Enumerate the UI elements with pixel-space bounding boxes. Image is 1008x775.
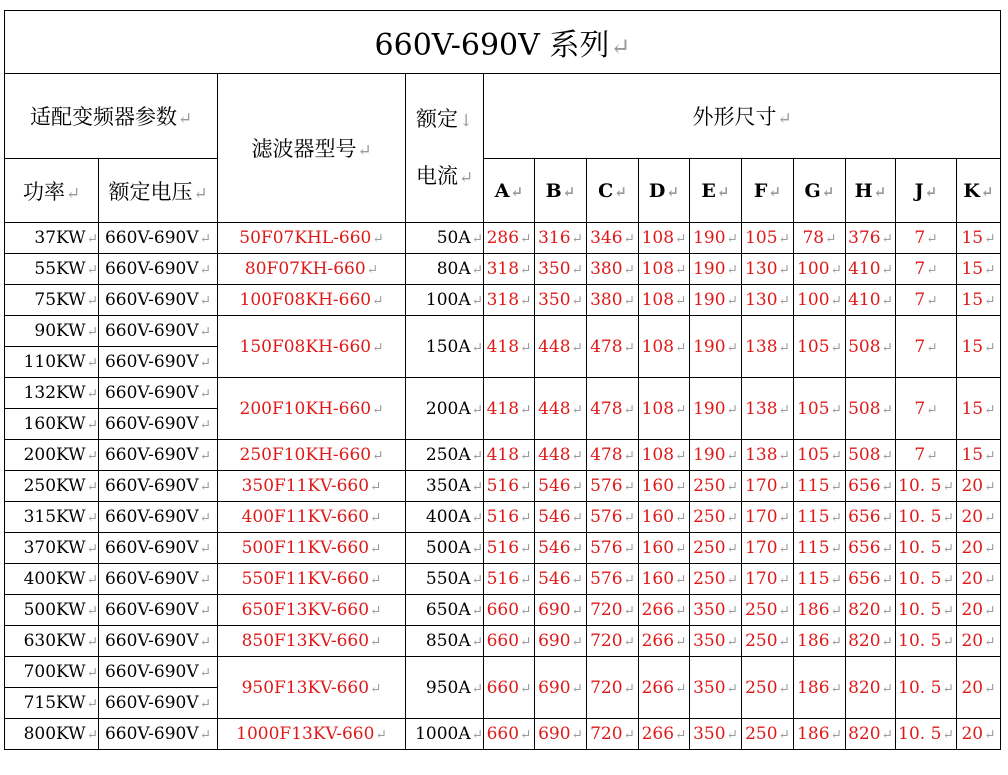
dim-e-cell: 190↵ — [690, 440, 742, 471]
voltage-cell: 660V-690V↵ — [99, 254, 218, 285]
dim-j-cell: 10. 5↵ — [896, 471, 957, 502]
filter-model-cell: 550F11KV-660↵ — [218, 564, 406, 595]
header-dim-d: D↵ — [639, 159, 690, 223]
dim-c-cell: 576↵ — [587, 502, 639, 533]
dim-f-cell: 138↵ — [742, 378, 794, 440]
dim-g-cell: 78↵ — [794, 223, 846, 254]
table-row — [5, 719, 1001, 750]
dim-b-cell: 546↵ — [535, 502, 587, 533]
dim-a-cell: 660↵ — [484, 626, 535, 657]
dim-c-cell: 478↵ — [587, 316, 639, 378]
dim-f-cell: 138↵ — [742, 440, 794, 471]
rated-current-cell: 50A↵ — [406, 223, 484, 254]
rated-current-cell: 400A↵ — [406, 502, 484, 533]
rated-current-cell: 150A↵ — [406, 316, 484, 378]
header-dim-g: G↵ — [794, 159, 846, 223]
dim-a-cell: 286↵ — [484, 223, 535, 254]
dim-j-cell: 10. 5↵ — [896, 564, 957, 595]
dim-k-cell: 20↵ — [957, 502, 1001, 533]
header-rated-current: 额定↓ 电流↵ — [406, 74, 484, 223]
dim-b-cell: 448↵ — [535, 440, 587, 471]
dim-j-cell: 7↵ — [896, 285, 957, 316]
header-dim-h: H↵ — [846, 159, 896, 223]
dim-h-cell: 410↵ — [846, 254, 896, 285]
header-dim-e: E↵ — [690, 159, 742, 223]
dim-e-cell: 250↵ — [690, 471, 742, 502]
voltage-cell: 660V-690V↵ — [99, 440, 218, 471]
dim-a-cell: 660↵ — [484, 595, 535, 626]
rated-current-cell: 500A↵ — [406, 533, 484, 564]
dim-k-cell: 15↵ — [957, 378, 1001, 440]
dim-j-cell: 7↵ — [896, 223, 957, 254]
dim-h-cell: 820↵ — [846, 626, 896, 657]
voltage-cell: 660V-690V↵ — [99, 688, 218, 719]
dim-e-cell: 350↵ — [690, 626, 742, 657]
dim-d-cell: 266↵ — [639, 595, 690, 626]
dim-f-cell: 105↵ — [742, 223, 794, 254]
header-filter-model: 滤波器型号↵ — [218, 74, 406, 223]
power-cell: 90KW↵ — [5, 316, 99, 347]
dim-j-cell: 7↵ — [896, 254, 957, 285]
power-cell: 75KW↵ — [5, 285, 99, 316]
dim-c-cell: 576↵ — [587, 533, 639, 564]
dim-j-cell: 10. 5↵ — [896, 595, 957, 626]
dim-h-cell: 508↵ — [846, 378, 896, 440]
dim-f-cell: 170↵ — [742, 564, 794, 595]
dim-e-cell: 350↵ — [690, 595, 742, 626]
header-dim-c: C↵ — [587, 159, 639, 223]
rated-current-cell: 950A↵ — [406, 657, 484, 719]
dim-e-cell: 250↵ — [690, 533, 742, 564]
filter-model-cell: 400F11KV-660↵ — [218, 502, 406, 533]
dim-h-cell: 820↵ — [846, 657, 896, 719]
power-cell: 370KW↵ — [5, 533, 99, 564]
voltage-cell: 660V-690V↵ — [99, 285, 218, 316]
dim-c-cell: 720↵ — [587, 626, 639, 657]
dim-c-cell: 346↵ — [587, 223, 639, 254]
dim-b-cell: 690↵ — [535, 719, 587, 750]
table-title: 660V-690V 系列↵ — [5, 11, 1001, 74]
dim-k-cell: 15↵ — [957, 440, 1001, 471]
power-cell: 630KW↵ — [5, 626, 99, 657]
dim-k-cell: 15↵ — [957, 316, 1001, 378]
dim-b-cell: 350↵ — [535, 285, 587, 316]
spec-table — [4, 10, 1001, 750]
table-row — [5, 440, 1001, 471]
dim-h-cell: 656↵ — [846, 564, 896, 595]
dim-c-cell: 478↵ — [587, 378, 639, 440]
dim-g-cell: 100↵ — [794, 285, 846, 316]
rated-current-cell: 850A↵ — [406, 626, 484, 657]
power-cell: 315KW↵ — [5, 502, 99, 533]
dim-j-cell: 7↵ — [896, 440, 957, 471]
header-dim-b: B↵ — [535, 159, 587, 223]
dim-f-cell: 250↵ — [742, 719, 794, 750]
dim-a-cell: 418↵ — [484, 440, 535, 471]
dim-c-cell: 380↵ — [587, 254, 639, 285]
dim-k-cell: 20↵ — [957, 719, 1001, 750]
dim-f-cell: 250↵ — [742, 595, 794, 626]
dim-a-cell: 516↵ — [484, 533, 535, 564]
dim-j-cell: 10. 5↵ — [896, 502, 957, 533]
dim-b-cell: 690↵ — [535, 626, 587, 657]
dim-c-cell: 720↵ — [587, 595, 639, 626]
power-cell: 250KW↵ — [5, 471, 99, 502]
dim-f-cell: 138↵ — [742, 316, 794, 378]
voltage-cell: 660V-690V↵ — [99, 409, 218, 440]
dim-f-cell: 170↵ — [742, 533, 794, 564]
voltage-cell: 660V-690V↵ — [99, 626, 218, 657]
filter-model-cell: 150F08KH-660↵ — [218, 316, 406, 378]
title-row — [5, 11, 1001, 74]
dim-k-cell: 20↵ — [957, 626, 1001, 657]
dim-d-cell: 108↵ — [639, 223, 690, 254]
dim-k-cell: 15↵ — [957, 223, 1001, 254]
rated-current-cell: 1000A↵ — [406, 719, 484, 750]
filter-model-cell: 200F10KH-660↵ — [218, 378, 406, 440]
dim-g-cell: 115↵ — [794, 533, 846, 564]
dim-g-cell: 100↵ — [794, 254, 846, 285]
dim-h-cell: 410↵ — [846, 285, 896, 316]
table-row — [5, 471, 1001, 502]
table-row — [5, 316, 1001, 347]
dim-f-cell: 170↵ — [742, 502, 794, 533]
voltage-cell: 660V-690V↵ — [99, 533, 218, 564]
power-cell: 200KW↵ — [5, 440, 99, 471]
voltage-cell: 660V-690V↵ — [99, 564, 218, 595]
dim-h-cell: 656↵ — [846, 502, 896, 533]
table-row — [5, 657, 1001, 688]
header-dim-j: J↵ — [896, 159, 957, 223]
dim-h-cell: 820↵ — [846, 719, 896, 750]
filter-model-cell: 50F07KHL-660↵ — [218, 223, 406, 254]
dim-k-cell: 20↵ — [957, 471, 1001, 502]
dim-g-cell: 186↵ — [794, 595, 846, 626]
rated-current-cell: 550A↵ — [406, 564, 484, 595]
dim-c-cell: 576↵ — [587, 471, 639, 502]
dim-c-cell: 478↵ — [587, 440, 639, 471]
table-row — [5, 595, 1001, 626]
filter-model-cell: 650F13KV-660↵ — [218, 595, 406, 626]
dim-b-cell: 690↵ — [535, 595, 587, 626]
dim-d-cell: 160↵ — [639, 502, 690, 533]
power-cell: 132KW↵ — [5, 378, 99, 409]
dim-j-cell: 10. 5↵ — [896, 533, 957, 564]
power-cell: 500KW↵ — [5, 595, 99, 626]
dim-b-cell: 546↵ — [535, 471, 587, 502]
dim-j-cell: 7↵ — [896, 316, 957, 378]
table-row — [5, 378, 1001, 409]
dim-k-cell: 20↵ — [957, 657, 1001, 719]
dim-f-cell: 250↵ — [742, 657, 794, 719]
rated-current-cell: 650A↵ — [406, 595, 484, 626]
voltage-cell: 660V-690V↵ — [99, 347, 218, 378]
power-cell: 700KW↵ — [5, 657, 99, 688]
power-cell: 160KW↵ — [5, 409, 99, 440]
dim-f-cell: 170↵ — [742, 471, 794, 502]
dim-g-cell: 186↵ — [794, 719, 846, 750]
dim-k-cell: 15↵ — [957, 285, 1001, 316]
dim-d-cell: 108↵ — [639, 440, 690, 471]
dim-k-cell: 20↵ — [957, 564, 1001, 595]
dim-j-cell: 10. 5↵ — [896, 719, 957, 750]
dim-b-cell: 546↵ — [535, 564, 587, 595]
filter-model-cell: 950F13KV-660↵ — [218, 657, 406, 719]
dim-e-cell: 350↵ — [690, 657, 742, 719]
voltage-cell: 660V-690V↵ — [99, 378, 218, 409]
dim-a-cell: 418↵ — [484, 316, 535, 378]
rated-current-cell: 350A↵ — [406, 471, 484, 502]
table-row — [5, 223, 1001, 254]
dim-c-cell: 576↵ — [587, 564, 639, 595]
dim-h-cell: 656↵ — [846, 471, 896, 502]
dim-b-cell: 546↵ — [535, 533, 587, 564]
dim-a-cell: 516↵ — [484, 471, 535, 502]
dim-f-cell: 130↵ — [742, 285, 794, 316]
voltage-cell: 660V-690V↵ — [99, 502, 218, 533]
dim-h-cell: 820↵ — [846, 595, 896, 626]
dim-d-cell: 160↵ — [639, 564, 690, 595]
header-rated-voltage: 额定电压↵ — [99, 159, 218, 223]
dim-g-cell: 105↵ — [794, 440, 846, 471]
dim-b-cell: 448↵ — [535, 316, 587, 378]
filter-model-cell: 80F07KH-660↵ — [218, 254, 406, 285]
rated-current-cell: 200A↵ — [406, 378, 484, 440]
dim-g-cell: 115↵ — [794, 502, 846, 533]
dim-d-cell: 266↵ — [639, 626, 690, 657]
dim-d-cell: 266↵ — [639, 657, 690, 719]
rated-current-cell: 100A↵ — [406, 285, 484, 316]
dim-b-cell: 690↵ — [535, 657, 587, 719]
header-power: 功率↵ — [5, 159, 99, 223]
voltage-cell: 660V-690V↵ — [99, 595, 218, 626]
dim-g-cell: 186↵ — [794, 626, 846, 657]
dim-e-cell: 190↵ — [690, 254, 742, 285]
dim-e-cell: 250↵ — [690, 502, 742, 533]
dim-j-cell: 7↵ — [896, 378, 957, 440]
table-row — [5, 502, 1001, 533]
dim-a-cell: 318↵ — [484, 254, 535, 285]
power-cell: 55KW↵ — [5, 254, 99, 285]
dim-e-cell: 190↵ — [690, 285, 742, 316]
dim-a-cell: 318↵ — [484, 285, 535, 316]
dim-e-cell: 250↵ — [690, 564, 742, 595]
dim-h-cell: 508↵ — [846, 440, 896, 471]
dim-h-cell: 656↵ — [846, 533, 896, 564]
dim-g-cell: 115↵ — [794, 471, 846, 502]
power-cell: 800KW↵ — [5, 719, 99, 750]
dim-j-cell: 10. 5↵ — [896, 626, 957, 657]
filter-model-cell: 350F11KV-660↵ — [218, 471, 406, 502]
header-dim-k: K↵ — [957, 159, 1001, 223]
filter-model-cell: 500F11KV-660↵ — [218, 533, 406, 564]
dim-d-cell: 160↵ — [639, 471, 690, 502]
dim-a-cell: 418↵ — [484, 378, 535, 440]
table-row — [5, 285, 1001, 316]
table-row — [5, 626, 1001, 657]
power-cell: 110KW↵ — [5, 347, 99, 378]
rated-current-cell: 80A↵ — [406, 254, 484, 285]
dim-c-cell: 380↵ — [587, 285, 639, 316]
header-row-2 — [5, 159, 1001, 223]
filter-model-cell: 100F08KH-660↵ — [218, 285, 406, 316]
dim-k-cell: 15↵ — [957, 254, 1001, 285]
dim-e-cell: 190↵ — [690, 223, 742, 254]
dim-a-cell: 516↵ — [484, 564, 535, 595]
power-cell: 37KW↵ — [5, 223, 99, 254]
dim-h-cell: 376↵ — [846, 223, 896, 254]
header-dimensions: 外形尺寸↵ — [484, 74, 1001, 159]
power-cell: 400KW↵ — [5, 564, 99, 595]
dim-g-cell: 105↵ — [794, 378, 846, 440]
voltage-cell: 660V-690V↵ — [99, 471, 218, 502]
dim-c-cell: 720↵ — [587, 719, 639, 750]
dim-g-cell: 105↵ — [794, 316, 846, 378]
voltage-cell: 660V-690V↵ — [99, 223, 218, 254]
header-row-1 — [5, 74, 1001, 159]
rated-current-cell: 250A↵ — [406, 440, 484, 471]
dim-b-cell: 350↵ — [535, 254, 587, 285]
dim-j-cell: 10. 5↵ — [896, 657, 957, 719]
power-cell: 715KW↵ — [5, 688, 99, 719]
dim-d-cell: 160↵ — [639, 533, 690, 564]
table-row — [5, 564, 1001, 595]
voltage-cell: 660V-690V↵ — [99, 657, 218, 688]
header-dim-f: F↵ — [742, 159, 794, 223]
dim-h-cell: 508↵ — [846, 316, 896, 378]
dim-d-cell: 108↵ — [639, 285, 690, 316]
dim-f-cell: 130↵ — [742, 254, 794, 285]
header-params-group: 适配变频器参数↵ — [5, 74, 218, 159]
dim-b-cell: 316↵ — [535, 223, 587, 254]
dim-d-cell: 108↵ — [639, 254, 690, 285]
header-dim-a: A↵ — [484, 159, 535, 223]
dim-a-cell: 516↵ — [484, 502, 535, 533]
dim-d-cell: 108↵ — [639, 316, 690, 378]
table-row — [5, 533, 1001, 564]
filter-model-cell: 250F10KH-660↵ — [218, 440, 406, 471]
dim-e-cell: 350↵ — [690, 719, 742, 750]
dim-d-cell: 266↵ — [639, 719, 690, 750]
dim-a-cell: 660↵ — [484, 657, 535, 719]
dim-e-cell: 190↵ — [690, 378, 742, 440]
filter-model-cell: 1000F13KV-660↵ — [218, 719, 406, 750]
dim-g-cell: 115↵ — [794, 564, 846, 595]
voltage-cell: 660V-690V↵ — [99, 719, 218, 750]
dim-e-cell: 190↵ — [690, 316, 742, 378]
dim-f-cell: 250↵ — [742, 626, 794, 657]
dim-a-cell: 660↵ — [484, 719, 535, 750]
dim-k-cell: 20↵ — [957, 595, 1001, 626]
table-row — [5, 254, 1001, 285]
dim-k-cell: 20↵ — [957, 533, 1001, 564]
filter-model-cell: 850F13KV-660↵ — [218, 626, 406, 657]
dim-c-cell: 720↵ — [587, 657, 639, 719]
dim-g-cell: 186↵ — [794, 657, 846, 719]
voltage-cell: 660V-690V↵ — [99, 316, 218, 347]
dim-d-cell: 108↵ — [639, 378, 690, 440]
dim-b-cell: 448↵ — [535, 378, 587, 440]
